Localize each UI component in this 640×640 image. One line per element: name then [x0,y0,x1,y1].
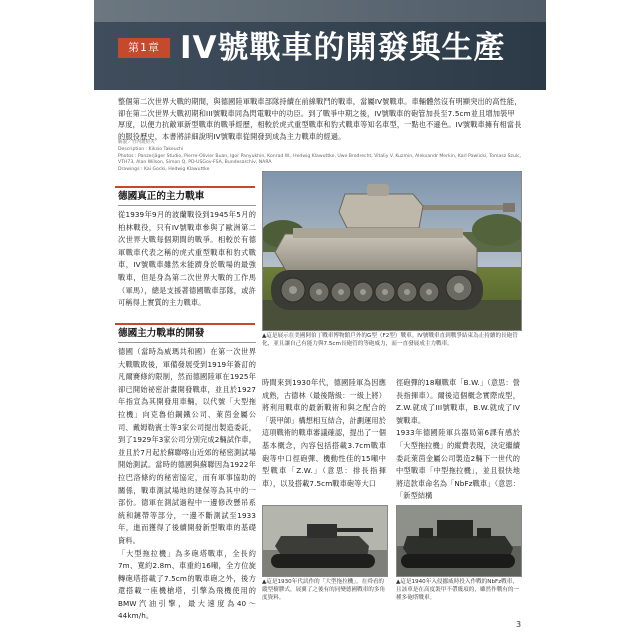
panzer-iv-illustration [263,172,521,330]
section-heading-development: 德國主力戰車的開發 [118,327,256,343]
grosstraktor-caption: ▲這是1930年代試作的「大型拖拉機」。在舜看的縱型樹膠式，展翼了之後有的同變德國戰車的多角度資料。 [262,579,386,602]
nbfz-illustration [397,506,521,576]
photo-credits [118,140,522,174]
credit-line: Photos : Panzerjäger Studio, Pierre-Olivier Buan, Igor Panyukhin, Konrad W., Hedwig Klawuttke, Uwe Brodrecht, Vitaliy V. Kuzmin, Aleksandr Merkin, Karl Pawlicki, Tomasz Szulc, VTH73, Alan Wilson, Simon Q, PD-USGov-FSA, Bundesarchiv, NARA [118,153,522,166]
credit-line: 解說／竹內規矩夫 [118,140,155,145]
intro-paragraph: 整個第二次世界大戰的期間，與德國陸軍戰車部隊持續在前線戰鬥的戰車，當屬IV號戰車。車輛體然沒有明顯突出的高性能，卻在第二次世界大戰初期和III號戰車同為閃電戰中的功臣。到了戰爭中期之後，IV號戰車的砲管加長至7.5cm並且增加裝甲厚度，以便力抗敵軍新型戰車的戰爭經歷，相較於虎式重型戰車和豹式戰車等知名車型，一點也不遜色。IV號戰車擁有相當長的服役歷史，本書將詳細說明IV號戰車從開發到成為主力戰車的經過。 [118,97,522,141]
credit-line: Drawings : Kai Gocki, Hedwig Klawuttke [118,167,210,173]
page-title: IV號戰車的開發與生產 [180,30,506,66]
main-tank-photo [262,171,522,331]
section-body-1930s: 時間來到1930年代，德國陸軍為因應成熟，古德林（最後階級：一級上將）將利用戰車的最新戰術和與之配合的「裝甲師」構想相互結合，計劃運用於這項戰術的戰車審議確認，提出了一個基本概念，內容包括搭載3.7cm戰車砲等中口徑砲彈、機動性佳的15噸中型戰車「Z.W.」（意思：排長指揮車），以及搭載7.5cm戰車砲等大口 [262,378,386,488]
main-photo-caption [262,332,520,348]
banner-top-strip [94,0,546,22]
page-number: 3 [516,620,522,629]
nbfz-photo [396,505,522,577]
grosstraktor-illustration [263,506,387,576]
section-body-development: 德國（當時為威瑪共和國）在第一次世界大戰戰敗後，軍備發展受到1919年簽訂的凡爾賽條約限制，然而德國陸軍在1925年卻已開始祕密計畫開發戰車，並且於1927年指宣為其開發用車輛，以代號「大型拖拉機」向克魯伯鋼鐵公司、萊茵金屬公司、戴姆勒賓士等3家公司提出製造委託，到了1929年3家公司分別完成2輛試作車，並且於7月起於蘇聯喀山近郊的秘密測試場開始測試。當時的德國與蘇聯因為1922年拉巴洛條約的秘密協定，而有軍事協助的關係，戰車測試場地的建保等為其中的一部份。德軍在測試過程中一邊修改懸吊系統和鏈帶等部分，一邊不斷測試至1933年，進而獲得了後續開發新型戰車的基礎資料。 「大型拖拉機」為多砲塔戰車，全長約7m、寬約2.8m、車重約16噸，全方位旋轉砲塔搭載了7.5cm的戰車砲之外，後方還搭載一座機槍塔，引擎為飛機使用的BMW汽油引擎，最大速度為40～44km/h。 [118,347,256,620]
magazine-page [94,0,546,640]
section-heading-main-tank: 德國真正的主力戰車 [118,190,256,206]
section-body-main-tank: 從1939年9月的波蘭戰役到1945年5月的柏林戰役，只有IV號戰車參與了歐洲第二次世界大戰每個期間的戰爭。相較於有德軍戰車代表之稱的虎式重型戰車和豹式戰車，IV號戰車雖然未能躋身於戰場的最強戰車，但是身為第二次世界大戰的工作馬（軍馬），總是支援著德國戰車部隊，或許可稱得上實質的主力戰車。 [118,210,256,308]
nbfz-caption: ▲這是1940年入侵挪威時投入作戰的NbFz戰車，且該車是在高度裝甲不帶幾項的，雖然作戰有的一種多砲塔戰車。 [396,579,520,602]
grosstraktor-photo [262,505,388,577]
credit-line: Description : Kiksio Takeuchi [118,146,184,152]
chapter-badge: 第1章 [118,38,170,58]
main-photo-caption-text: ▲這是展示在美國阿伯丁戰車博物館戶外的G型（F2型）戰車。IV號戰車直到戰爭結束為止持續的長砲管化，並且讓自己有能力與7.5cm長砲管的等砲威力，而一直發展成主力戰車。 [262,333,518,348]
section-body-bw-zw: 徑砲彈的18噸戰車「B.W.」（意思：營長指揮車）。爾後這個概念實際成型，Z.W.就成了III號戰車，B.W.就成了IV號戰車。 1933年德國陸軍兵器局第6課有感於「大型拖拉機」的縱費表現，決定繼續委託萊茵金屬公司製造2輛下一世代的中型戰車「中型拖拉機」，並且很快地將這款車命名為「NbFz戰車」（意思：「新型結構 [396,378,520,501]
chapter-banner [94,0,546,90]
